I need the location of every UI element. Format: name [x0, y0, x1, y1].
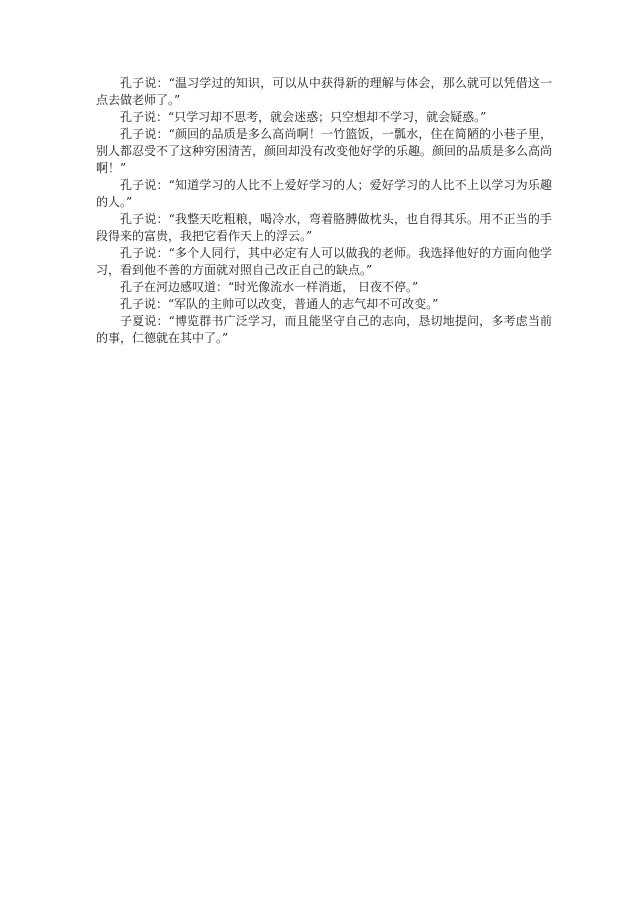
paragraph-yan-hui: 孔子说：“颜回的品质是多么高尚啊！一竹篮饭，一瓢水，住在简陋的小巷子里，别人都忍受不了这种穷困清苦，颜回却没有改变他好学的乐趣。颜回的品质是多么高尚啊！”: [96, 127, 553, 175]
paragraph-fan-shu-shi: 孔子说：“我整天吃粗粮，喝冷水，弯着胳膊做枕头，也自得其乐。用不正当的手段得来的富贵，我把它看作天上的浮云。”: [96, 212, 552, 243]
paragraph-xue-er-bu-si: 孔子说：“只学习却不思考，就会迷惑；只空想却不学习，就会疑惑。”: [120, 110, 487, 124]
document-body: [96, 75, 552, 347]
paragraph-bo-xue-du-zhi: 子夏说：“博览群书广泛学习，而且能坚守自己的志向，恳切地提问，多考虑当前的事，仁德就在其中了。”: [96, 314, 552, 345]
paragraph-san-jun-ke-duo-shuai: 孔子说：“军队的主帅可以改变，普通人的志气却不可改变。”: [120, 297, 439, 311]
paragraph-zhi-zhi-zhe: 孔子说：“知道学习的人比不上爱好学习的人；爱好学习的人比不上以学习为乐趣的人。”: [96, 178, 552, 209]
paragraph-san-ren-xing: 孔子说：“多个人同行，其中必定有人可以做我的老师。我选择他好的方面向他学习，看到他不善的方面就对照自己改正自己的缺点。”: [96, 246, 552, 277]
paragraph-wengu-zhixin: 孔子说：“温习学过的知识，可以从中获得新的理解与体会，那么就可以凭借这一点去做老师了。”: [96, 76, 552, 107]
paragraph-shi-zhe-ru-si: 孔子在河边感叹道：“时光像流水一样消逝， 日夜不停。”: [120, 280, 419, 294]
